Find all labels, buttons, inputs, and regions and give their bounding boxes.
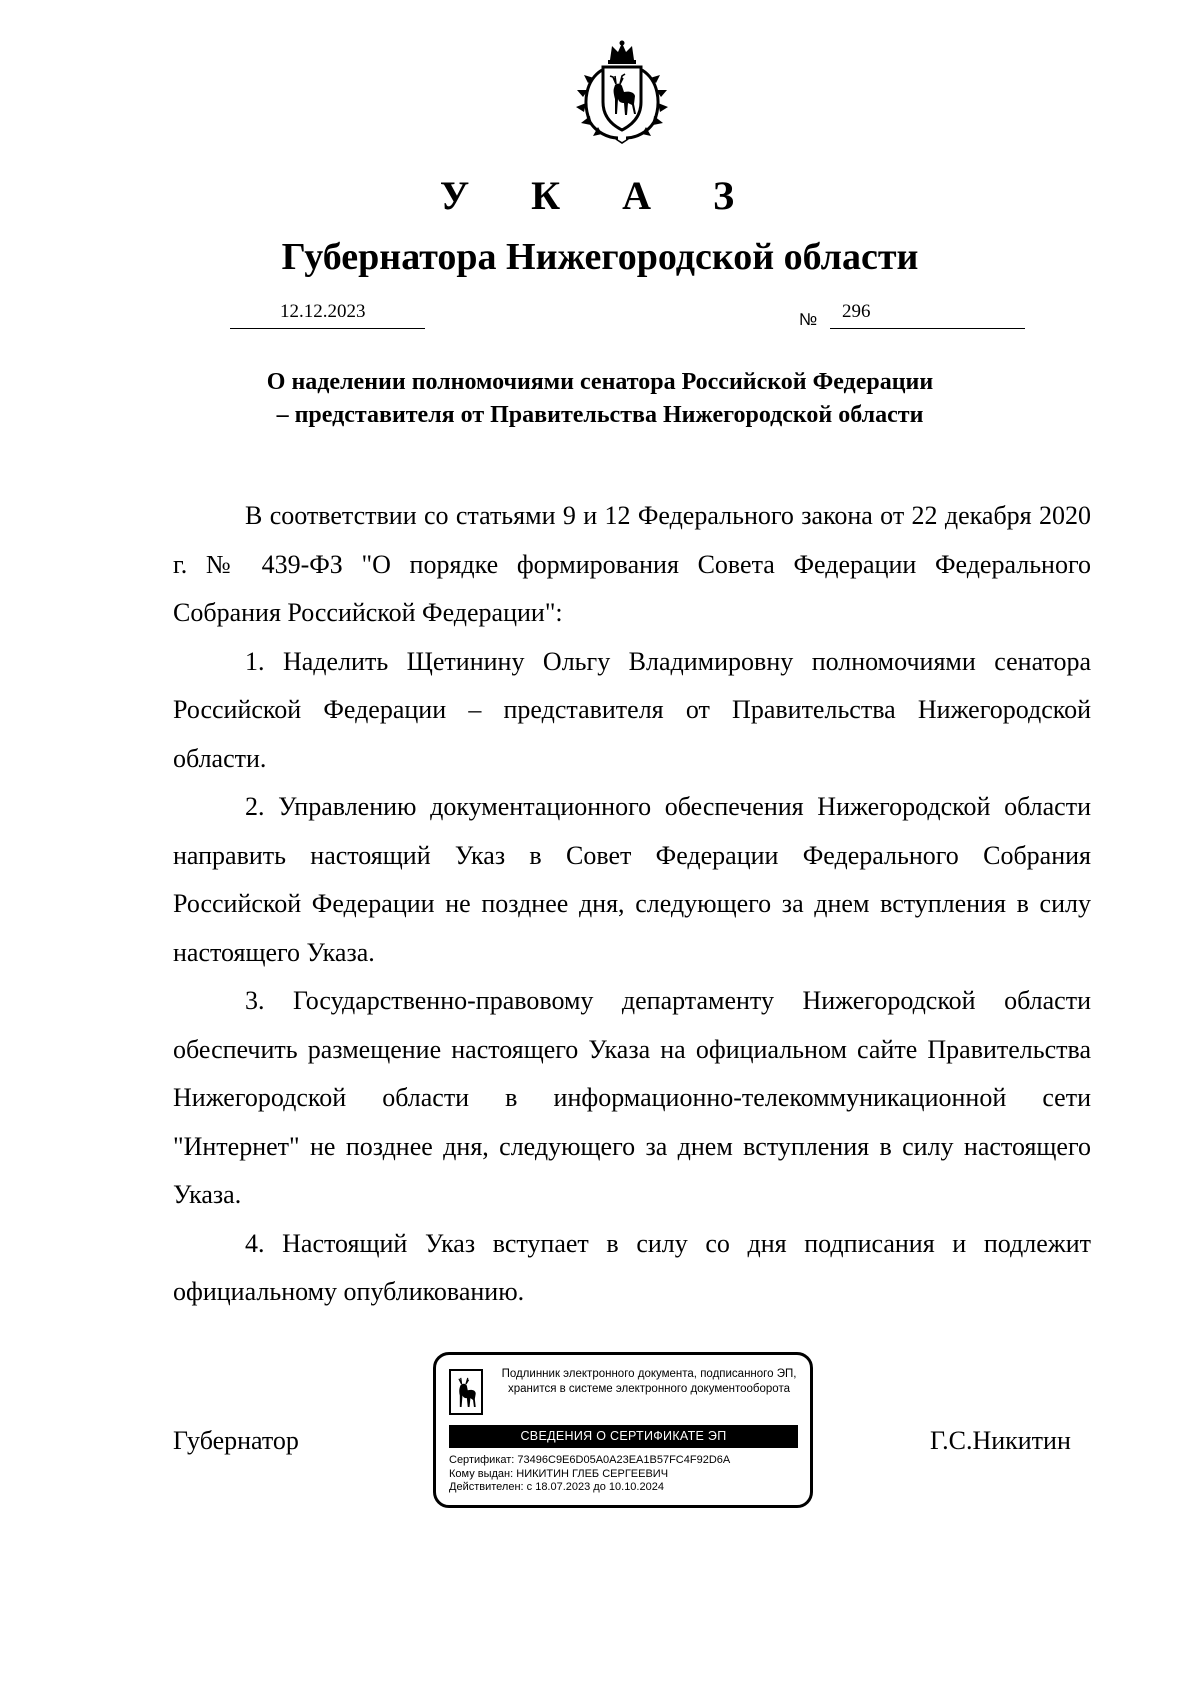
- validity-label: Действителен:: [449, 1481, 524, 1493]
- validity-value: с 18.07.2023 до 10.10.2024: [526, 1481, 664, 1493]
- number-field: [830, 300, 1025, 329]
- stamp-header: [494, 1367, 804, 1397]
- number-sign: №: [799, 310, 818, 329]
- issued-to-row: [449, 1468, 804, 1482]
- certificate-row: [449, 1454, 804, 1468]
- document-number: 296: [842, 301, 871, 322]
- issuer-heading: Губернатора Нижегородской области: [281, 236, 919, 278]
- stamp-header-line-1: Подлинник электронного документа, подписанного ЭП,: [501, 1368, 797, 1380]
- deer-logo-icon: [449, 1369, 483, 1415]
- nizhny-novgorod-coat-of-arms-emblem: [572, 40, 672, 144]
- certificate-value: 73496C9E6D05A0A23EA1B57FC4F92D6A: [517, 1454, 731, 1466]
- document-date: 12.12.2023: [280, 301, 366, 322]
- issued-to-value: НИКИТИН ГЛЕБ СЕРГЕЕВИЧ: [516, 1467, 669, 1480]
- clause-3: 3. Государственно-правовому департаменту Нижегородской области обеспечить размещение настоящего Указа на официальном сайте Правительства Нижегородской области в информационно-телекоммуникационной сети "Интернет" не позднее дня, следующего за днем вступления в силу настоящего Указа.: [173, 986, 1091, 1209]
- issued-to-label: Кому выдан:: [449, 1467, 514, 1480]
- clause-4: 4. Настоящий Указ вступает в силу со дня подписания и подлежит официальному опубликованию.: [173, 1228, 1091, 1306]
- date-field: [230, 300, 425, 329]
- certificate-info-bar: СВЕДЕНИЯ О СЕРТИФИКАТЕ ЭП: [449, 1425, 798, 1448]
- electronic-signature-stamp: [433, 1352, 813, 1508]
- clause-1: 1. Наделить Щетинину Ольгу Владимировну полномочиями сенатора Российской Федерации – представителя от Правительства Нижегородской области.: [173, 646, 1091, 773]
- preamble-paragraph: В соответствии со статьями 9 и 12 Федерального закона от 22 декабря 2020 г. № 439-ФЗ "О порядке формирования Совета Федерации Федерального Собрания Российской Федерации":: [173, 501, 1091, 627]
- signer-name: Г.С.Никитин: [930, 1426, 1071, 1455]
- document-body: [173, 492, 1091, 1317]
- clause-2: 2. Управлению документационного обеспечения Нижегородской области направить настоящий Указ в Совет Федерации Федерального Собрания Российской Федерации не позднее дня, следующего за днем вступления в силу настоящего Указа.: [173, 792, 1091, 967]
- document-subject: [160, 366, 1040, 432]
- signer-position: Губернатор: [173, 1426, 299, 1455]
- validity-row: [449, 1481, 804, 1495]
- subject-line-2: – представителя от Правительства Нижегородской области: [276, 402, 924, 428]
- document-type-heading: У К А З: [439, 173, 761, 218]
- certificate-details: [449, 1454, 804, 1495]
- certificate-label: Сертификат:: [449, 1454, 515, 1466]
- stamp-header-line-2: хранится в системе электронного документооборота: [508, 1383, 790, 1395]
- subject-line-1: О наделении полномочиями сенатора Российской Федерации: [266, 369, 934, 395]
